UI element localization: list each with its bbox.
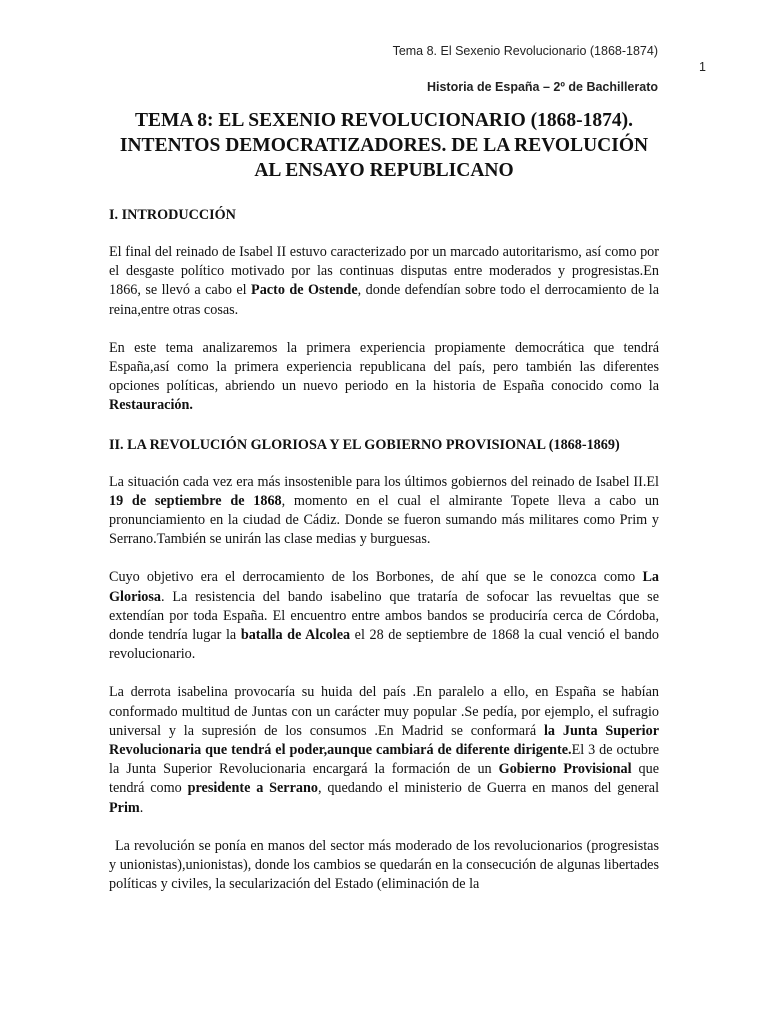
paragraph-text: En este tema analizaremos la primera experiencia propiamente democrática que tendrá España,así como la primera experiencia republicana del país, pero también las diferentes opciones políticas, abriendo un nuevo periodo en la historia de España conocido como la [109, 339, 659, 395]
header-title: Tema 8. El Sexenio Revolucionario (1868-1874) [392, 44, 658, 58]
paragraph-bold-text: batalla de Alcolea [240, 627, 351, 644]
page-number: 1 [699, 60, 706, 74]
document-title: TEMA 8: EL SEXENIO REVOLUCIONARIO (1868-1874). INTENTOS DEMOCRATIZADORES. DE LA REVOLUCIÓN AL ENSAYO REPUBLICANO [119, 110, 649, 181]
paragraph-text: La derrota isabelina provocaría su huida del país .En paralelo a ello, en España se habían conformado multitud de Juntas con un carácter muy popular .Se pedía, por ejemplo, el sufragio universal y la supresión de los consumos .En Madrid se conformará [109, 684, 659, 739]
paragraph-text: que tendrá como [109, 761, 659, 797]
paragraph-bold-text: Prim [109, 799, 140, 816]
paragraph-bold-text: La Gloriosa [109, 569, 659, 605]
paragraph-text: , quedando el ministerio de Guerra en manos del general [317, 780, 660, 797]
paragraph [109, 339, 659, 416]
paragraph [109, 243, 659, 320]
section-heading-revolucion-gloriosa: II. LA REVOLUCIÓN GLORIOSA Y EL GOBIERNO PROVISIONAL (1868-1869) [109, 436, 620, 453]
paragraph-text: La situación cada vez era más insostenible para los últimos gobiernos del reinado de Isabel II.El [109, 473, 659, 490]
paragraph-bold-text: presidente a Serrano [187, 780, 318, 797]
paragraph-text: El 3 de octubre la Junta Superior Revolucionaria encargará la formación de un [109, 742, 660, 778]
paragraph-bold-text: Gobierno Provisional [498, 761, 632, 778]
paragraph-text: , momento en el cual el almirante Topete lleva a cabo un pronunciamiento en la ciudad de Cádiz. Donde se fueron sumando más militares como Prim y Serrano.También se unirán las clase medias y burguesas. [109, 492, 660, 548]
paragraph-text: El final del reinado de Isabel II estuvo caracterizado por un marcado autoritarismo, así como por el desgaste político motivado por las continuas disputas entre moderados y progresistas.En 1866, se llevó a cabo el [109, 244, 659, 299]
paragraph [109, 568, 659, 664]
paragraph [109, 683, 659, 817]
document-body [109, 108, 659, 913]
paragraph-text: , donde defendían sobre todo el derrocamiento de la reina,entre otras cosas. [109, 282, 659, 318]
paragraph-bold-text: Restauración. [109, 397, 193, 414]
paragraph-text: el 28 de septiembre de 1868 la cual venció el bando revolucionario. [109, 627, 659, 663]
paragraph-bold-text: 19 de septiembre de 1868 [109, 492, 282, 509]
paragraph-text: Cuyo objetivo era el derrocamiento de los Borbones, de ahí que se le conozca como [109, 569, 643, 586]
paragraph-text: . La resistencia del bando isabelino que trataría de sofocar las revueltas que se extendían por toda España. El encuentro entre ambos bandos se produciría cerca de Córdoba, donde tendría lugar la [109, 588, 659, 644]
section-heading-introduccion: I. INTRODUCCIÓN [109, 207, 236, 223]
paragraph-bold-text: la Junta Superior Revolucionaria que tendrá el poder,aunque cambiará de diferente dirigente. [109, 722, 659, 759]
header-subject: Historia de España – 2º de Bachillerato [426, 80, 658, 94]
paragraph [109, 473, 659, 550]
paragraph-text: La revolución se ponía en manos del sector más moderado de los revolucionarios (progresistas y unionistas),unionistas), donde los cambios se quedarán en la consecución de algunas libertades políticas y civiles, la secularización del Estado (eliminación de la [109, 837, 659, 893]
paragraph-text: . [139, 799, 144, 816]
paragraph [109, 837, 659, 895]
paragraph-bold-text: Pacto de Ostende [251, 282, 358, 299]
